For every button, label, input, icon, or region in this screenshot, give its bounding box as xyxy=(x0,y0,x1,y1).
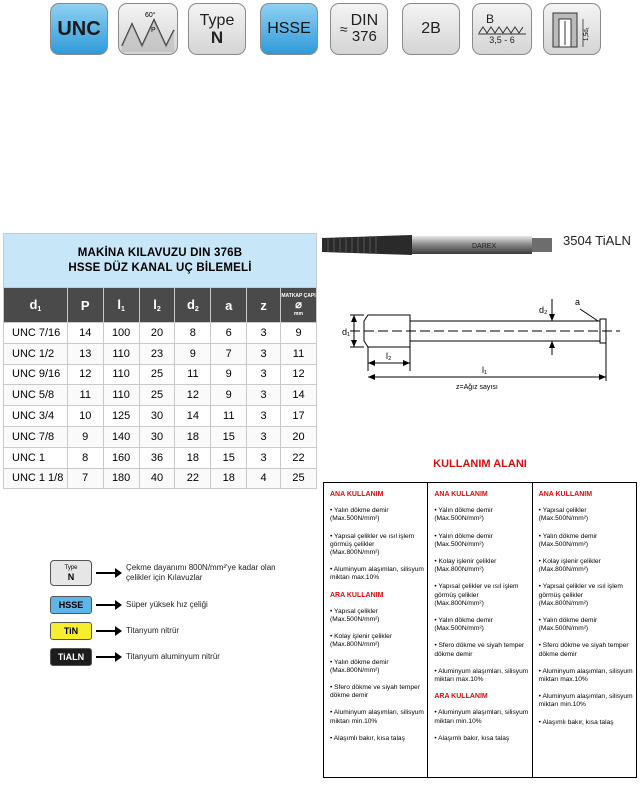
usage-column xyxy=(324,483,427,777)
table-cell-size: UNC 1 xyxy=(4,447,68,468)
table-row xyxy=(4,468,317,489)
table-title xyxy=(4,234,317,288)
usage-item: • Yalın dökme demir (Max.500N/mm²) xyxy=(536,533,634,549)
table-cell: 9 xyxy=(175,343,211,364)
table-cell: 18 xyxy=(211,468,247,489)
table-cell: 10 xyxy=(67,406,103,427)
drawing-d2: d₂ xyxy=(539,305,548,315)
hsse-badge xyxy=(260,3,318,55)
type-badge xyxy=(188,3,246,55)
usage-item: • Sfero dökme ve siyah temper dökme demir xyxy=(536,642,634,658)
table-row xyxy=(4,385,317,406)
usage-item: • Sfero dökme ve siyah temper dökme demir xyxy=(431,642,529,658)
col-header-z: z xyxy=(247,288,281,323)
table-cell: 3 xyxy=(247,343,281,364)
legend-text: Süper yüksek hız çeliği xyxy=(126,600,208,609)
spec-table xyxy=(3,233,317,489)
table-cell: 3 xyxy=(247,447,281,468)
table-row xyxy=(4,343,317,364)
table-cell: 140 xyxy=(103,426,139,447)
table-cell: 3 xyxy=(247,385,281,406)
legend-item xyxy=(50,648,220,666)
type-label: Type xyxy=(199,11,235,29)
table-cell: 3 xyxy=(247,364,281,385)
table-cell: 4 xyxy=(247,468,281,489)
table-title-line2: HSSE DÜZ KANAL UÇ BİLEMELİ xyxy=(68,261,252,274)
usage-item: • Yalın dökme demir (Max.500N/mm²) xyxy=(431,617,529,633)
table-cell: 30 xyxy=(139,426,175,447)
table-header-row xyxy=(4,288,317,323)
usage-secondary-heading: ARA KULLANIM xyxy=(434,693,488,701)
table-cell: 11 xyxy=(67,385,103,406)
legend-badge-label: N xyxy=(67,572,75,582)
usage-item: • Yapısal çelikler ve ısıl işlem görmüş çelikler (Max.800N/mm²) xyxy=(536,583,634,608)
legend-badge xyxy=(50,622,92,640)
usage-item: • Yapısal çelikler (Max.500N/mm²) xyxy=(327,608,425,624)
table-cell: 9 xyxy=(211,385,247,406)
unc-badge xyxy=(50,3,108,55)
table-cell: 125 xyxy=(103,406,139,427)
table-cell: 14 xyxy=(175,406,211,427)
usage-item: • Aluminyum alaşımları, silisyum miktarı max.10% xyxy=(536,668,634,684)
thread-profile-icon xyxy=(120,6,176,52)
usage-main-heading: ANA KULLANIM xyxy=(538,491,593,498)
table-cell: 180 xyxy=(103,468,139,489)
usage-title: KULLANIM ALANI xyxy=(433,458,527,470)
product-code: 3504 TiALN xyxy=(563,233,631,248)
col-header-d2: $d_2$ xyxy=(175,288,211,323)
table-cell: 8 xyxy=(175,323,211,344)
table-cell: 100 xyxy=(103,323,139,344)
din-badge xyxy=(330,3,388,55)
usage-column xyxy=(532,483,636,777)
thread-profile-badge xyxy=(118,3,178,55)
legend-badge xyxy=(50,648,92,666)
table-cell: 25 xyxy=(139,364,175,385)
usage-item: • Aluminyum alaşımları, silisyum miktarı min.10% xyxy=(431,709,529,725)
table-cell: 3 xyxy=(247,426,281,447)
usage-item: • Alaşımlı bakır, kısa talaş xyxy=(431,735,529,743)
arrow-right-icon xyxy=(96,568,122,578)
table-cell: 23 xyxy=(139,343,175,364)
legend-text: Titanyum nitrür xyxy=(126,626,180,635)
drawing-l1: l₁ xyxy=(482,365,488,375)
table-cell: 3 xyxy=(247,323,281,344)
usage-secondary-heading: ARA KULLANIM xyxy=(330,591,384,599)
legend-item xyxy=(50,596,208,614)
din-approx: ≈ xyxy=(339,21,348,37)
usage-item: • Yapısal çelikler (Max.500N/mm²) xyxy=(536,507,634,523)
tolerance-badge xyxy=(402,3,460,55)
shank-badge xyxy=(543,3,601,55)
table-cell: 14 xyxy=(67,323,103,344)
drawing-a: a xyxy=(575,297,581,307)
shank-depth-icon xyxy=(547,7,597,51)
legend-badge-label: HSSE xyxy=(58,600,84,610)
col-header-p: P xyxy=(67,288,103,323)
drill-diameter-icon: ⌀ xyxy=(295,298,302,311)
tolerance-label: 2B xyxy=(421,20,441,37)
drill-header-bottom: mm xyxy=(294,310,303,317)
table-cell: 110 xyxy=(103,385,139,406)
table-cell-size: UNC 1 1/8 xyxy=(4,468,68,489)
unc-label: UNC xyxy=(57,17,101,40)
usage-item: • Kolay işlenir çelikler (Max.800N/mm²) xyxy=(431,558,529,574)
chamfer-icon xyxy=(477,25,527,35)
tap-technical-drawing xyxy=(330,285,640,395)
col-header-l1: $l_1$ xyxy=(103,288,139,323)
usage-main-heading: ANA KULLANIM xyxy=(434,491,488,498)
usage-item: • Aluminyum alaşımları, silisyum miktarı max.10% xyxy=(431,668,529,684)
table-cell: 12 xyxy=(67,364,103,385)
drawing-l2: l₂ xyxy=(386,351,392,361)
usage-item: • Alaşımlı bakır, kısa talaş xyxy=(327,735,425,743)
table-row xyxy=(4,323,317,344)
table-row xyxy=(4,447,317,468)
table-cell: 110 xyxy=(103,364,139,385)
drawing-d1: d₁ xyxy=(342,327,351,337)
arrow-right-icon xyxy=(96,600,122,610)
usage-item: • Yalın dökme demir (Max.500N/mm²) xyxy=(431,533,529,549)
chamfer-badge xyxy=(472,3,532,55)
table-cell: 7 xyxy=(67,468,103,489)
table-cell: 110 xyxy=(103,343,139,364)
col-header-drill xyxy=(281,288,317,323)
col-header-l2: $l_2$ xyxy=(139,288,175,323)
table-cell: 12 xyxy=(175,385,211,406)
thread-pitch-label: P xyxy=(151,27,156,34)
usage-item: • Sfero dökme ve siyah temper dökme demir xyxy=(327,684,425,700)
table-cell: 9 xyxy=(211,364,247,385)
table-row xyxy=(4,426,317,447)
legend-text: Titanyum aluminyum nitrür xyxy=(126,652,220,661)
usage-item: • Yapısal çelikler ve ısıl işlem görmüş çelikler (Max.800N/mm²) xyxy=(431,583,529,608)
drill-header-top: MATKAP ÇAPI xyxy=(281,292,316,299)
table-cell-size: UNC 9/16 xyxy=(4,364,68,385)
table-cell: 14 xyxy=(281,385,317,406)
usage-item: • Yalın dökme demir (Max.800N/mm²) xyxy=(327,659,425,675)
table-cell: 25 xyxy=(139,385,175,406)
table-cell: 6 xyxy=(211,323,247,344)
table-cell-size: UNC 1/2 xyxy=(4,343,68,364)
table-cell: 11 xyxy=(211,406,247,427)
usage-item: • Alaşımlı bakır, kısa talaş xyxy=(536,719,634,727)
table-cell: 22 xyxy=(281,447,317,468)
type-value: N xyxy=(210,27,224,47)
arrow-right-icon xyxy=(96,652,122,662)
table-cell: 13 xyxy=(67,343,103,364)
legend-item xyxy=(50,622,179,640)
table-cell: 8 xyxy=(67,447,103,468)
shank-mark-label: 1,5d₁ xyxy=(584,27,590,41)
table-cell: 25 xyxy=(281,468,317,489)
table-cell: 22 xyxy=(175,468,211,489)
legend-badge-top: Type xyxy=(64,565,78,571)
din-label: DIN xyxy=(350,12,379,29)
usage-main-heading: ANA KULLANIM xyxy=(330,491,384,498)
legend-badge-label: TiALN xyxy=(57,652,85,662)
table-cell: 160 xyxy=(103,447,139,468)
table-cell-size: UNC 5/8 xyxy=(4,385,68,406)
table-row xyxy=(4,364,317,385)
legend-badge xyxy=(50,596,92,614)
table-cell: 11 xyxy=(175,364,211,385)
arrow-right-icon xyxy=(96,626,122,636)
legend-badge xyxy=(50,560,92,586)
table-cell: 7 xyxy=(211,343,247,364)
usage-item: • Yalın dökme demir (Max.500N/mm²) xyxy=(536,617,634,633)
table-cell: 15 xyxy=(211,426,247,447)
usage-item: • Yalın dökme demir (Max.500N/mm²) xyxy=(327,507,425,523)
usage-column xyxy=(427,483,531,777)
usage-item: • Aluminyum alaşımları, silisyum miktarı min.10% xyxy=(327,709,425,725)
chamfer-range: 3,5 - 6 xyxy=(489,34,515,45)
thread-angle-label: 60° xyxy=(145,12,156,19)
table-cell: 20 xyxy=(139,323,175,344)
usage-item: • Aluminyum alaşımları, silisyum miktarı min.10% xyxy=(536,693,634,709)
usage-box xyxy=(323,482,637,778)
table-body xyxy=(4,323,317,489)
tap-photo xyxy=(322,231,554,259)
legend-text: Çekme dayanımı 800N/mm²'ye kadar olan çelikler için Kılavuzlar xyxy=(126,563,276,582)
table-cell: 9 xyxy=(67,426,103,447)
col-header-a: a xyxy=(211,288,247,323)
usage-item: • Yalın dökme demir (Max.500N/mm²) xyxy=(431,507,529,523)
chamfer-letter: B xyxy=(485,11,494,26)
hsse-label: HSSE xyxy=(267,20,311,37)
table-cell: 3 xyxy=(247,406,281,427)
table-cell: 36 xyxy=(139,447,175,468)
usage-item: • Kolay işlenir çelikler (Max.800N/mm²) xyxy=(536,558,634,574)
table-cell: 9 xyxy=(281,323,317,344)
table-cell-size: UNC 7/16 xyxy=(4,323,68,344)
usage-item: • Kolay işlenir çelikler (Max.800N/mm²) xyxy=(327,633,425,649)
table-row xyxy=(4,406,317,427)
table-cell: 12 xyxy=(281,364,317,385)
usage-item: • Yapısal çelikler ve ısıl işlem görmüş çelikler (Max.800N/mm²) xyxy=(327,533,425,558)
din-number: 376 xyxy=(351,28,377,45)
table-cell: 40 xyxy=(139,468,175,489)
table-cell: 17 xyxy=(281,406,317,427)
table-cell: 20 xyxy=(281,426,317,447)
usage-item: • Aluminyum alaşımları, silisyum miktarı max.10% xyxy=(327,566,425,582)
col-header-d1: $d_1$ xyxy=(4,288,68,323)
table-cell: 18 xyxy=(175,426,211,447)
table-cell: 18 xyxy=(175,447,211,468)
legend-badge-label: TiN xyxy=(63,626,79,636)
table-cell: 30 xyxy=(139,406,175,427)
table-cell-size: UNC 7/8 xyxy=(4,426,68,447)
table-cell: 11 xyxy=(281,343,317,364)
legend-item xyxy=(50,560,286,586)
drawing-caption: z=Ağız sayısı xyxy=(456,384,498,391)
table-cell-size: UNC 3/4 xyxy=(4,406,68,427)
tap-brand-label: DAREX xyxy=(472,243,497,250)
table-title-line1: MAKİNA KILAVUZU DIN 376B xyxy=(77,246,243,259)
table-cell: 15 xyxy=(211,447,247,468)
